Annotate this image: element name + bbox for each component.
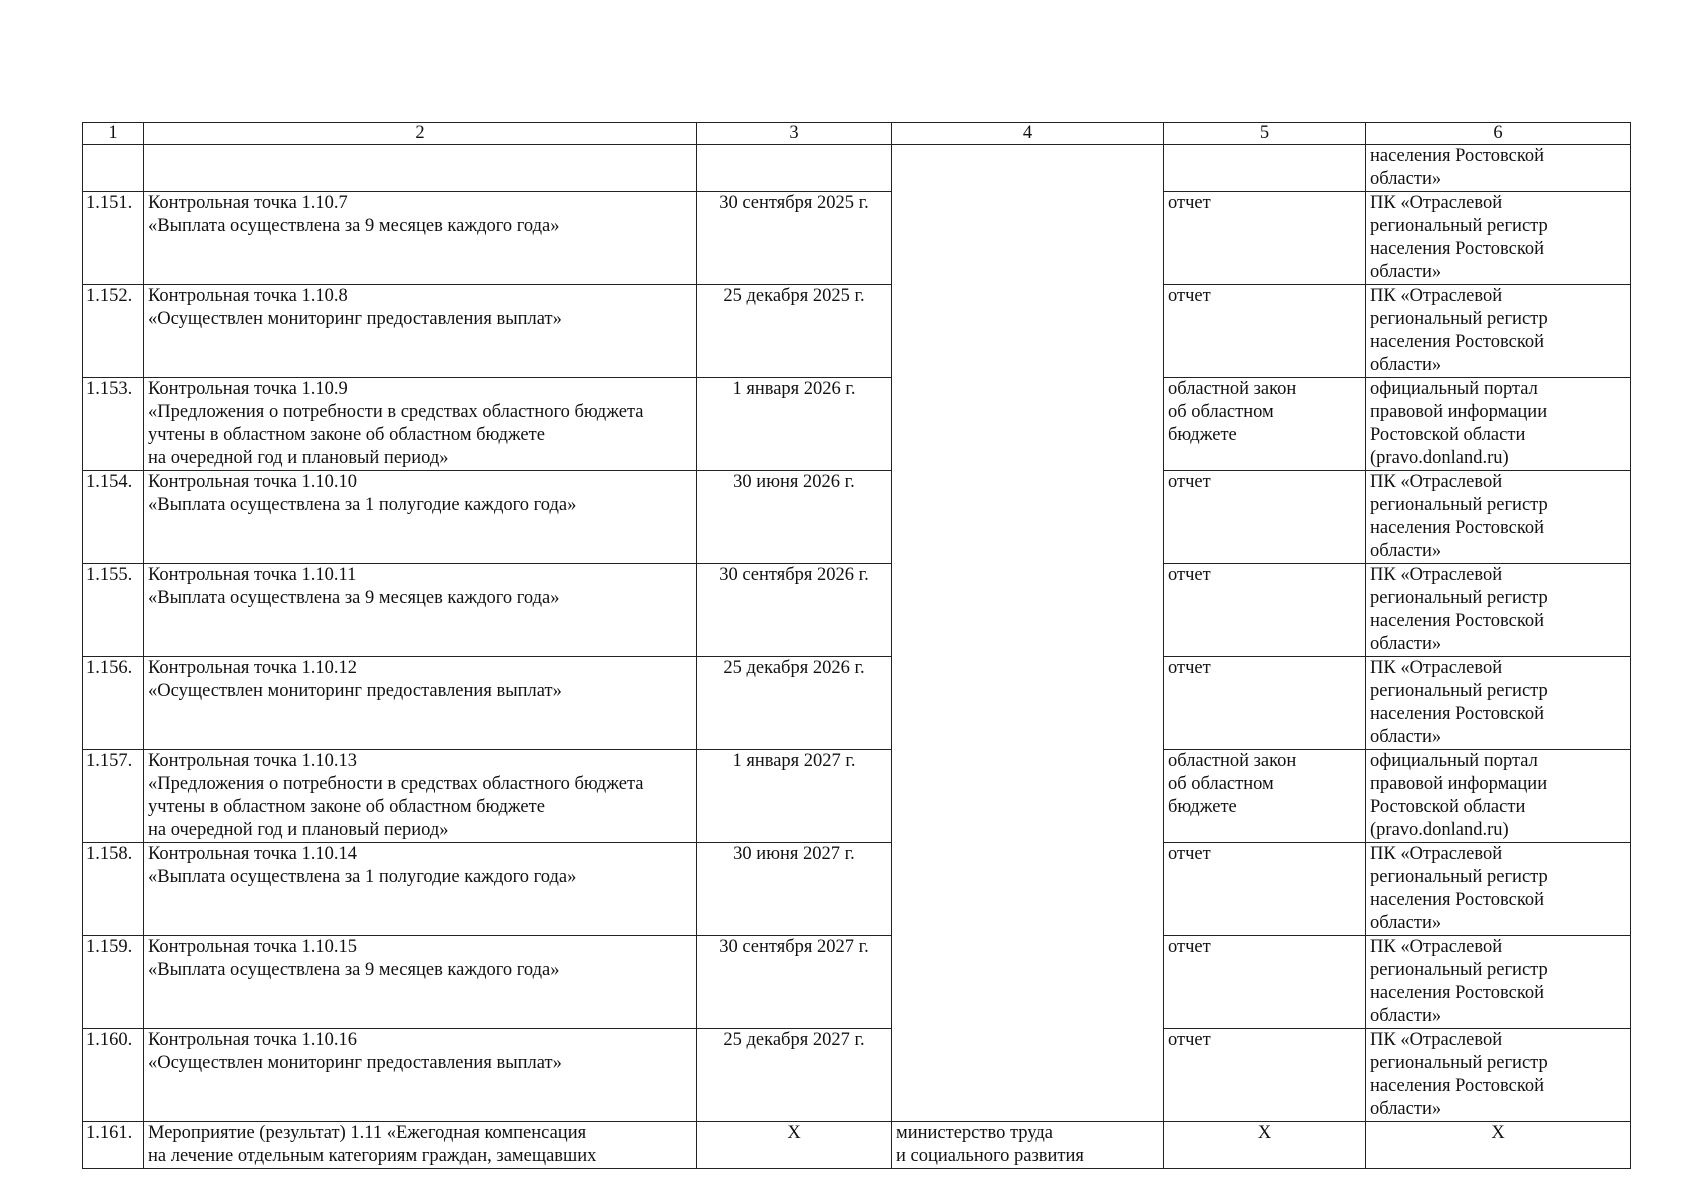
information-source — [1366, 192, 1631, 285]
information-source-line: региональный регистр — [1370, 960, 1548, 980]
table-row — [83, 1029, 1631, 1122]
document-type — [1164, 192, 1366, 285]
control-point-name — [144, 564, 697, 657]
control-point-name-line: «Выплата осуществлена за 9 месяцев каждого года» — [148, 216, 560, 236]
deadline-date: 25 декабря 2025 г. — [697, 285, 892, 378]
document-type — [1164, 564, 1366, 657]
deadline-date: 1 января 2026 г. — [697, 378, 892, 471]
information-source-line: населения Ростовской — [1370, 1076, 1545, 1096]
document-type-line: об областном — [1168, 774, 1274, 794]
control-point-name — [144, 192, 697, 285]
information-source-line: населения Ростовской — [1370, 518, 1545, 538]
cell-responsible-merged — [892, 145, 1164, 1122]
row-number: 1.160. — [83, 1029, 144, 1122]
information-source-line: области» — [1370, 913, 1442, 933]
table-row — [83, 192, 1631, 285]
deadline-date: 30 сентября 2025 г. — [697, 192, 892, 285]
cell-name — [144, 145, 697, 192]
information-source-line: населения Ростовской — [1370, 983, 1545, 1003]
row-number: 1.154. — [83, 471, 144, 564]
information-source — [1366, 936, 1631, 1029]
row-number: 1.153. — [83, 378, 144, 471]
control-point-name-line: «Осуществлен мониторинг предоставления выплат» — [148, 309, 562, 329]
column-header-6: 6 — [1366, 123, 1631, 145]
document-type-line: отчет — [1168, 286, 1211, 306]
information-source-line: области» — [1370, 1006, 1442, 1026]
row-number: 1.157. — [83, 750, 144, 843]
table-row — [83, 285, 1631, 378]
responsible-executor-line: и социального развития — [896, 1146, 1084, 1166]
activity-name-line: Мероприятие (результат) 1.11 «Ежегодная компенсация — [148, 1123, 587, 1143]
information-source — [1366, 285, 1631, 378]
information-source-line: области» — [1370, 541, 1442, 561]
control-point-name-line: Контрольная точка 1.10.10 — [148, 472, 358, 492]
information-source — [1366, 843, 1631, 936]
information-source-line: ПК «Отраслевой — [1370, 844, 1503, 864]
information-source-line: региональный регистр — [1370, 216, 1548, 236]
document-type — [1164, 285, 1366, 378]
column-header-4: 4 — [892, 123, 1164, 145]
control-point-name-line: «Осуществлен мониторинг предоставления выплат» — [148, 681, 562, 701]
control-point-name — [144, 1029, 697, 1122]
information-source-line: региональный регистр — [1370, 309, 1548, 329]
continuation-row — [83, 145, 1631, 192]
document-type-line: областной закон — [1168, 751, 1297, 771]
information-source-line: официальный портал — [1370, 751, 1538, 771]
cell-doc — [1164, 145, 1366, 192]
table-row — [83, 471, 1631, 564]
row-number: 1.159. — [83, 936, 144, 1029]
control-point-name-line: «Осуществлен мониторинг предоставления выплат» — [148, 1053, 562, 1073]
information-source-line: населения Ростовской — [1370, 704, 1545, 724]
source-line: населения Ростовской — [1370, 146, 1545, 166]
information-source-line: ПК «Отраслевой — [1370, 1030, 1503, 1050]
deadline-date: 30 сентября 2027 г. — [697, 936, 892, 1029]
information-source-line: ПК «Отраслевой — [1370, 286, 1503, 306]
deadline-date: X — [697, 1122, 892, 1169]
control-point-name-line: на очередной год и плановый период» — [148, 448, 449, 468]
control-point-name-line: Контрольная точка 1.10.11 — [148, 565, 357, 585]
control-point-name-line: «Предложения о потребности в средствах областного бюджета — [148, 774, 644, 794]
information-source-line: ПК «Отраслевой — [1370, 658, 1503, 678]
document-type — [1164, 750, 1366, 843]
responsible-executor-line: министерство труда — [896, 1123, 1053, 1143]
table-row-activity — [83, 1122, 1631, 1169]
cell-date — [697, 145, 892, 192]
document-type — [1164, 1029, 1366, 1122]
cell-num — [83, 145, 144, 192]
information-source-line: области» — [1370, 727, 1442, 747]
table-row — [83, 378, 1631, 471]
document-type-line: областной закон — [1168, 379, 1297, 399]
document-type-line: отчет — [1168, 565, 1211, 585]
document-type — [1164, 843, 1366, 936]
control-point-name-line: «Выплата осуществлена за 1 полугодие каждого года» — [148, 495, 577, 515]
information-source-line: правовой информации — [1370, 774, 1548, 794]
control-point-name-line: «Выплата осуществлена за 1 полугодие каждого года» — [148, 867, 577, 887]
information-source — [1366, 564, 1631, 657]
control-point-name-line: Контрольная точка 1.10.14 — [148, 844, 358, 864]
control-point-name-line: «Предложения о потребности в средствах областного бюджета — [148, 402, 644, 422]
column-header-2: 2 — [144, 123, 697, 145]
deadline-date: 25 декабря 2027 г. — [697, 1029, 892, 1122]
row-number: 1.158. — [83, 843, 144, 936]
information-source-line: ПК «Отраслевой — [1370, 193, 1503, 213]
control-point-name — [144, 657, 697, 750]
row-number: 1.155. — [83, 564, 144, 657]
control-point-name — [144, 843, 697, 936]
row-number: 1.152. — [83, 285, 144, 378]
information-source-line: населения Ростовской — [1370, 611, 1545, 631]
control-point-name-line: Контрольная точка 1.10.15 — [148, 937, 358, 957]
deadline-date: 25 декабря 2026 г. — [697, 657, 892, 750]
deadline-date: 30 сентября 2026 г. — [697, 564, 892, 657]
information-source-line: Ростовской области — [1370, 425, 1526, 445]
control-point-name-line: на очередной год и плановый период» — [148, 820, 449, 840]
table-row — [83, 843, 1631, 936]
document-type — [1164, 471, 1366, 564]
information-source-line: региональный регистр — [1370, 1053, 1548, 1073]
information-source-line: области» — [1370, 355, 1442, 375]
column-header-1: 1 — [83, 123, 144, 145]
information-source — [1366, 657, 1631, 750]
control-point-name-line: Контрольная точка 1.10.8 — [148, 286, 348, 306]
document-type-line: отчет — [1168, 1030, 1211, 1050]
control-point-name-line: «Выплата осуществлена за 9 месяцев каждого года» — [148, 588, 560, 608]
information-source-line: ПК «Отраслевой — [1370, 565, 1503, 585]
document-type-line: об областном — [1168, 402, 1274, 422]
control-point-name-line: Контрольная точка 1.10.16 — [148, 1030, 358, 1050]
information-source-line: области» — [1370, 634, 1442, 654]
information-source-line: населения Ростовской — [1370, 239, 1545, 259]
source-line: области» — [1370, 169, 1442, 189]
document-type-line: отчет — [1168, 472, 1211, 492]
table-row — [83, 936, 1631, 1029]
control-point-name-line: «Выплата осуществлена за 9 месяцев каждого года» — [148, 960, 560, 980]
information-source-line: населения Ростовской — [1370, 332, 1545, 352]
control-point-name — [144, 750, 697, 843]
document-type-line: отчет — [1168, 658, 1211, 678]
control-points-table — [82, 122, 1631, 1169]
deadline-date: 1 января 2027 г. — [697, 750, 892, 843]
deadline-date: 30 июня 2027 г. — [697, 843, 892, 936]
information-source-line: ПК «Отраслевой — [1370, 472, 1503, 492]
activity-name-line: на лечение отдельным категориям граждан, замещавших — [148, 1146, 597, 1166]
document-type — [1164, 936, 1366, 1029]
information-source-line: региональный регистр — [1370, 588, 1548, 608]
information-source — [1366, 1029, 1631, 1122]
information-source — [1366, 750, 1631, 843]
information-source-line: (pravo.donland.ru) — [1370, 820, 1509, 840]
control-point-name — [144, 378, 697, 471]
table-row — [83, 750, 1631, 843]
information-source-line: области» — [1370, 262, 1442, 282]
information-source-line: региональный регистр — [1370, 495, 1548, 515]
table-row — [83, 564, 1631, 657]
document-type-line: отчет — [1168, 937, 1211, 957]
information-source — [1366, 471, 1631, 564]
document-type-line: бюджете — [1168, 797, 1237, 817]
document-type-line: отчет — [1168, 193, 1211, 213]
column-header-5: 5 — [1164, 123, 1366, 145]
row-number: 1.156. — [83, 657, 144, 750]
information-source-line: (pravo.donland.ru) — [1370, 448, 1509, 468]
deadline-date: 30 июня 2026 г. — [697, 471, 892, 564]
control-point-name — [144, 471, 697, 564]
control-point-name-line: Контрольная точка 1.10.7 — [148, 193, 348, 213]
row-number: 1.161. — [83, 1122, 144, 1169]
responsible-executor — [892, 1122, 1164, 1169]
document-type — [1164, 657, 1366, 750]
information-source-line: региональный регистр — [1370, 867, 1548, 887]
control-point-name-line: Контрольная точка 1.10.12 — [148, 658, 358, 678]
control-point-name-line: учтены в областном законе об областном бюджете — [148, 797, 545, 817]
cell-source — [1366, 145, 1631, 192]
information-source-line: Ростовской области — [1370, 797, 1526, 817]
row-number: 1.151. — [83, 192, 144, 285]
column-header-3: 3 — [697, 123, 892, 145]
control-point-name-line: Контрольная точка 1.10.13 — [148, 751, 358, 771]
activity-name — [144, 1122, 697, 1169]
document-type-line: бюджете — [1168, 425, 1237, 445]
control-point-name-line: Контрольная точка 1.10.9 — [148, 379, 348, 399]
information-source-line: правовой информации — [1370, 402, 1548, 422]
document-type: X — [1164, 1122, 1366, 1169]
control-point-name-line: учтены в областном законе об областном бюджете — [148, 425, 545, 445]
information-source-line: официальный портал — [1370, 379, 1538, 399]
control-point-name — [144, 936, 697, 1029]
control-point-name — [144, 285, 697, 378]
information-source — [1366, 378, 1631, 471]
information-source-line: области» — [1370, 1099, 1442, 1119]
column-number-header-row — [83, 123, 1631, 145]
information-source-line: населения Ростовской — [1370, 890, 1545, 910]
information-source-line: ПК «Отраслевой — [1370, 937, 1503, 957]
document-type — [1164, 378, 1366, 471]
information-source: X — [1366, 1122, 1631, 1169]
information-source-line: региональный регистр — [1370, 681, 1548, 701]
document-type-line: отчет — [1168, 844, 1211, 864]
table-row — [83, 657, 1631, 750]
